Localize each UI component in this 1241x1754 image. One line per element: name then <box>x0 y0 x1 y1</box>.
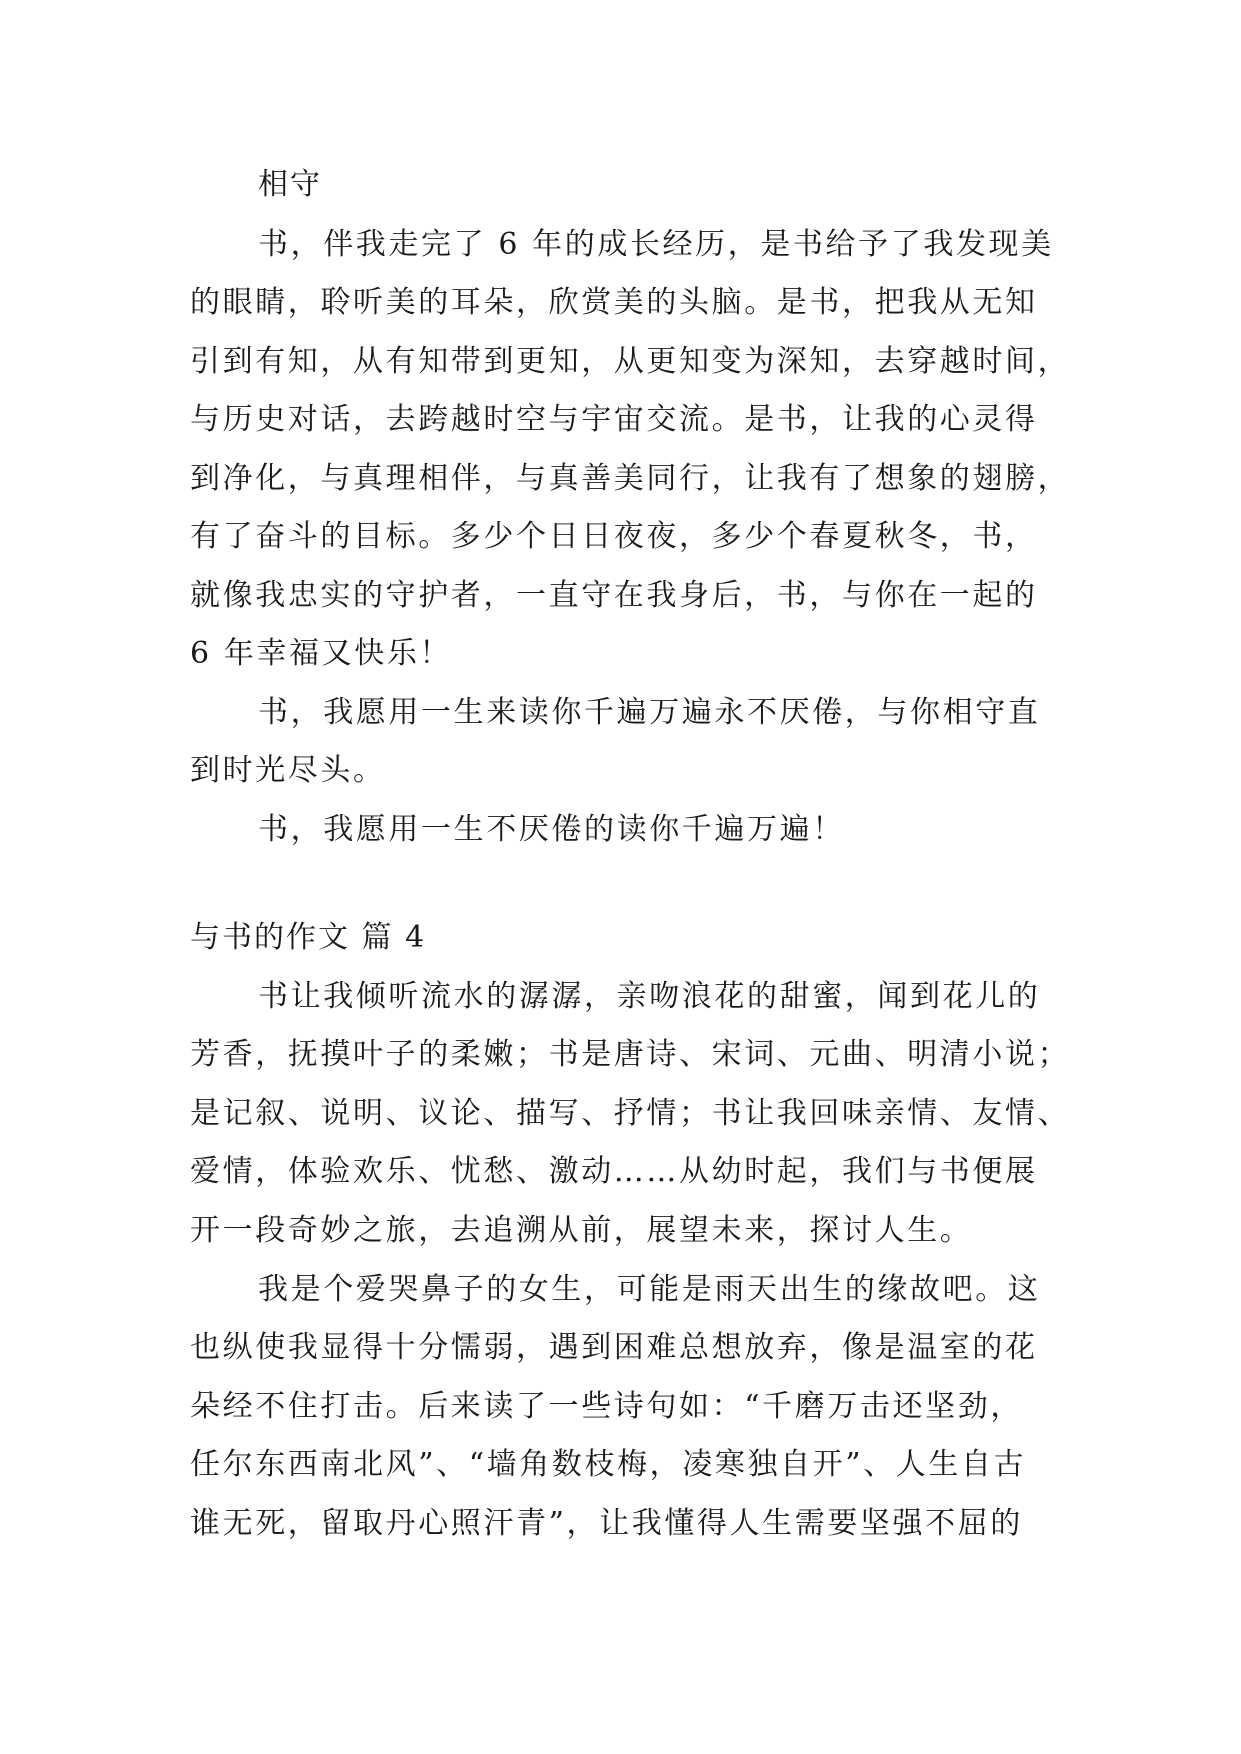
paragraph-line: 也纵使我显得十分懦弱，遇到困难总想放弃，像是温室的花 <box>190 1330 1038 1365</box>
section-title: 相守 <box>258 167 322 202</box>
paragraph-line: 书让我倾听流水的潺潺，亲吻浪花的甜蜜，闻到花儿的 <box>258 979 1041 1014</box>
paragraph-line: 谁无死，留取丹心照汗青”，让我懂得人生需要坚强不屈的 <box>190 1506 1023 1541</box>
paragraph-line: 与历史对话，去跨越时空与宇宙交流。是书，让我的心灵得 <box>190 402 1038 437</box>
paragraph-line: 是记叙、说明、议论、描写、抒情；书让我回味亲情、友情、 <box>190 1096 1071 1131</box>
paragraph-line: 6 年幸福又快乐！ <box>190 636 453 671</box>
paragraph-line: 引到有知，从有知带到更知，从更知变为深知，去穿越时间， <box>190 344 1071 379</box>
paragraph-line: 到时光尽头。 <box>190 753 386 788</box>
paragraph-line: 的眼睛，聆听美的耳朵，欣赏美的头脑。是书，把我从无知 <box>190 285 1038 320</box>
paragraph-line: 到净化，与真理相伴，与真善美同行，让我有了想象的翅膀， <box>190 461 1071 496</box>
paragraph-line: 就像我忠实的守护者，一直守在我身后，书，与你在一起的 <box>190 578 1038 613</box>
paragraph-line: 有了奋斗的目标。多少个日日夜夜，多少个春夏秋冬，书， <box>190 519 1038 554</box>
paragraph-line: 朵经不住打击。后来读了一些诗句如：“千磨万击还坚劲， <box>190 1389 1023 1424</box>
paragraph-line: 我是个爱哭鼻子的女生，可能是雨天出生的缘故吧。这 <box>258 1272 1041 1307</box>
paragraph-line: 书，我愿用一生不厌倦的读你千遍万遍！ <box>258 812 845 847</box>
paragraph-line: 书，伴我走完了 6 年的成长经历，是书给予了我发现美 <box>258 227 1054 262</box>
paragraph-line: 芳香，抚摸叶子的柔嫩；书是唐诗、宋词、元曲、明清小说； <box>190 1037 1071 1072</box>
section-title: 与书的作文 篇 4 <box>190 920 427 955</box>
paragraph-line: 爱情，体验欢乐、忧愁、激动……从幼时起，我们与书便展 <box>190 1154 1038 1189</box>
paragraph-line: 开一段奇妙之旅，去追溯从前，展望未来，探讨人生。 <box>190 1213 973 1248</box>
paragraph-line: 任尔东西南北风”、“墙角数枝梅，凌寒独自开”、人生自古 <box>190 1447 1027 1482</box>
paragraph-line: 书，我愿用一生来读你千遍万遍永不厌倦，与你相守直 <box>258 695 1041 730</box>
